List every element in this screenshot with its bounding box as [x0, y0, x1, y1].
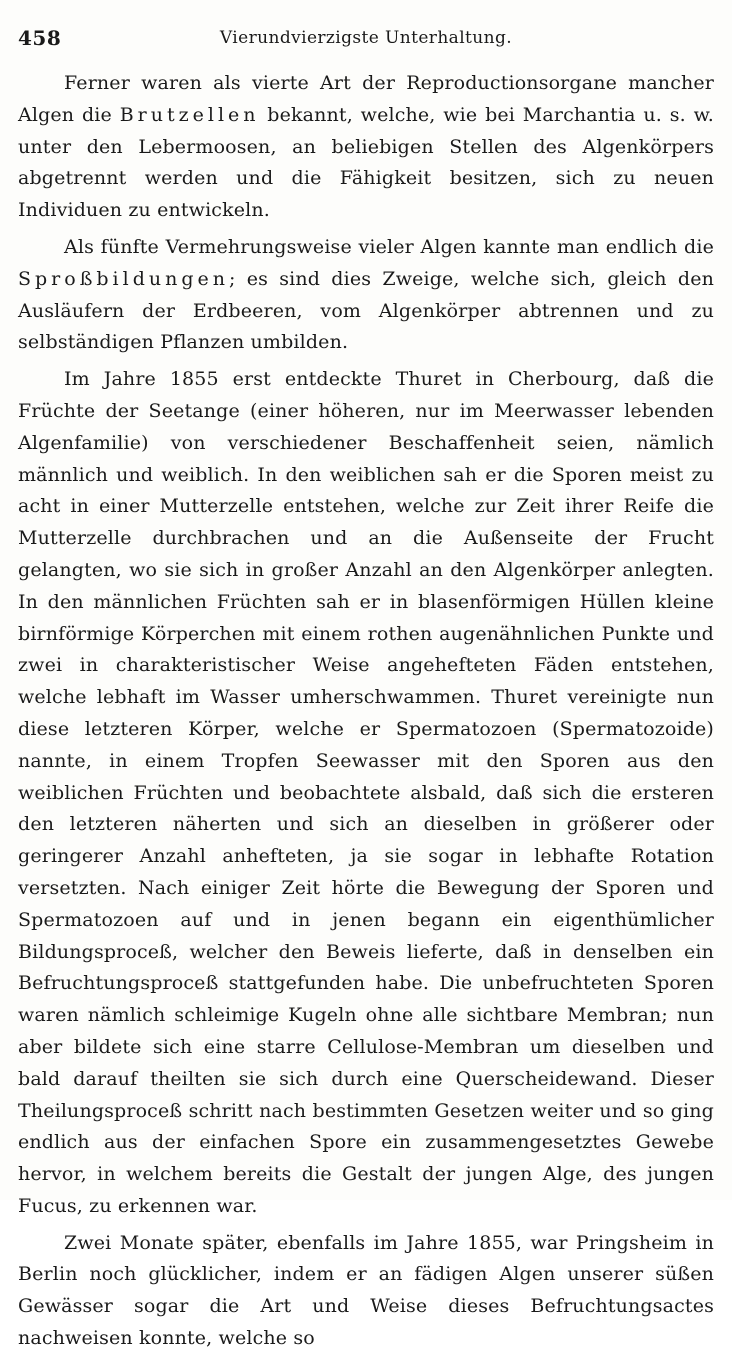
paragraph-text: ; es sind dies Zweige, welche sich, gleich den Ausläufern der Erdbeeren, vom Algenkörper abtrennen und zu selbständigen Pflanzen umbilden.: [18, 267, 714, 354]
paragraph-pringsheim: [18, 1228, 714, 1355]
paragraph-sprossbildungen: [18, 232, 714, 359]
paragraph-text: Als fünfte Vermehrungsweise vieler Algen kannte man endlich die: [64, 235, 714, 258]
paragraph-text: Im Jahre 1855 erst entdeckte Thuret in Cherbourg, daß die Früchte der Seetange (einer höheren, nur im Meerwasser lebenden Algenfamilie) von verschiedener Beschaffenheit seien, nämlich männlich und weiblich. In den weiblichen sah er die Sporen meist zu acht in einer Mutterzelle entstehen, welche zur Zeit ihrer Reife die Mutterzelle durchbrachen und an die Außenseite der Frucht gelangten, wo sie sich in großer Anzahl an den Algenkörper anlegten. In den männlichen Früchten sah er in blasenförmigen Hüllen kleine birnförmige Körperchen mit einem rothen augenähnlichen Punkte und zwei in charakteristischer Weise angehefteten Fäden entstehen, welche lebhaft im Wasser umherschwammen. Thuret vereinigte nun diese letzteren Körper, welche er Spermatozoen (Spermatozoide) nannte, in einem Tropfen Seewasser mit den Sporen aus den weiblichen Früchten und beobachtete alsbald, daß sich die ersteren den letzteren näherten und sich an dieselben in größerer oder geringerer Anzahl anhefteten, ja sie sogar in lebhafte Rotation versetzten. Nach einiger Zeit hörte die Bewegung der Sporen und Spermatozoen auf und in jenen begann ein eigenthümlicher Bildungsproceß, welcher den Beweis lieferte, daß in denselben ein Befruchtungsproceß stattgefunden habe. Die unbefruchteten Sporen waren nämlich schleimige Kugeln ohne alle sichtbare Membran; nun aber bildete sich eine starre Cellulose-Membran um dieselben und bald darauf theilten sie sich durch eine Querscheidewand. Dieser Theilungsproceß schritt nach bestimmten Gesetzen weiter und so ging endlich aus der einfachen Spore ein zusammengesetztes Gewebe hervor, in welchem bereits die Gestalt der jungen Alge, des jungen Fucus, zu erkennen war.: [18, 368, 714, 1217]
paragraph-text: Zwei Monate später, ebenfalls im Jahre 1855, war Pringsheim in Berlin noch glücklicher, indem er an fädigen Algen unserer süßen Gewässer sogar die Art und Weise dieses Befruchtungsactes nachweisen konnte, welche so: [18, 1231, 714, 1350]
page-number: 458: [18, 26, 62, 50]
emphasized-term: Sproßbildungen: [18, 267, 229, 290]
paragraph-text: Ferner waren als vierte Art der Reproductionsorgane mancher Algen die: [18, 72, 714, 126]
page-header: [18, 26, 714, 56]
running-head: Vierundvierzigste Unterhaltung.: [219, 28, 513, 48]
paragraph-brutzellen: [18, 68, 714, 227]
body-text: [18, 68, 714, 1360]
paragraph-thuret: [18, 364, 714, 1223]
paragraph-text: bekannt, welche, wie bei Marchantia u. s. w. unter den Lebermoosen, an beliebigen Stellen des Algenkörpers abgetrennt werden und die Fähigkeit besitzen, sich zu neuen Individuen zu entwickeln.: [18, 103, 714, 222]
emphasized-term: Brutzellen: [119, 103, 260, 126]
